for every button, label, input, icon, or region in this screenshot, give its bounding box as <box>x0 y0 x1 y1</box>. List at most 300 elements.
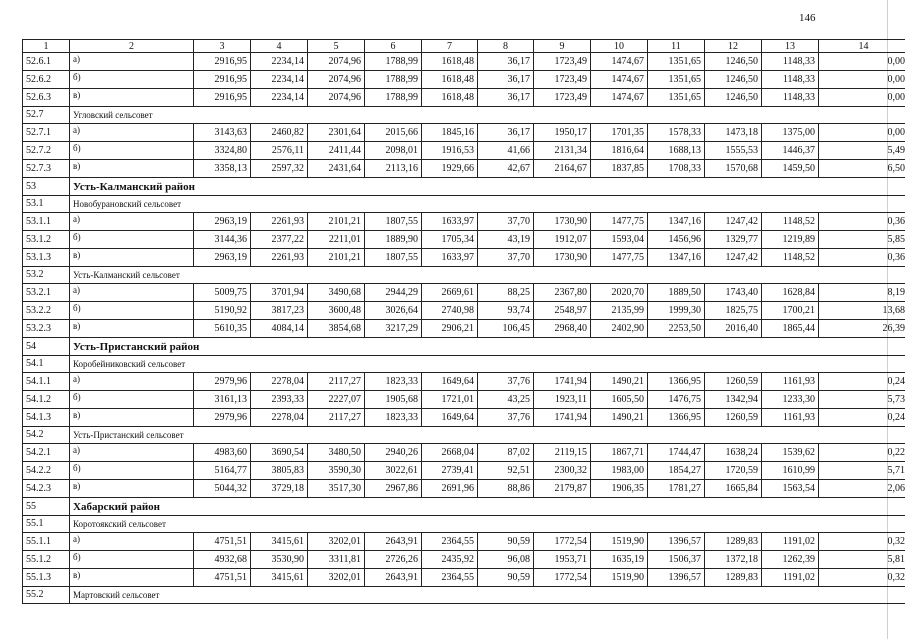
row-subtype: в) <box>70 409 194 427</box>
value-cell: 1490,21 <box>591 373 648 391</box>
value-cell: 1262,39 <box>762 551 819 569</box>
value-cell: 2668,04 <box>422 444 478 462</box>
value-cell: 1506,37 <box>648 551 705 569</box>
row-subtype: в) <box>70 249 194 267</box>
value-cell: 2548,97 <box>534 302 591 320</box>
row-subtype: в) <box>70 480 194 498</box>
value-cell: 1825,75 <box>705 302 762 320</box>
value-cell: 93,74 <box>478 302 534 320</box>
value-cell: 3530,90 <box>251 551 308 569</box>
value-cell: 88,86 <box>478 480 534 498</box>
value-cell: 1889,50 <box>648 284 705 302</box>
row-code: 53.2.1 <box>23 284 70 302</box>
value-cell: 3144,36 <box>194 231 251 249</box>
value-cell: 0,32 <box>819 533 905 551</box>
value-cell: 1845,16 <box>422 124 478 142</box>
value-cell: 2431,64 <box>308 160 365 178</box>
column-number-header: 11 <box>648 40 705 53</box>
value-cell: 2300,32 <box>534 462 591 480</box>
value-cell: 43,25 <box>478 391 534 409</box>
column-number-header: 5 <box>308 40 365 53</box>
value-cell: 1260,59 <box>705 373 762 391</box>
value-cell: 1459,50 <box>762 160 819 178</box>
value-cell: 1705,34 <box>422 231 478 249</box>
table-row <box>23 284 905 302</box>
settlement-name: Усть-Калманский сельсовет <box>70 267 905 284</box>
row-code: 52.7 <box>23 107 70 124</box>
value-cell: 1635,19 <box>591 551 648 569</box>
row-subtype: в) <box>70 320 194 338</box>
value-cell: 2944,29 <box>365 284 422 302</box>
value-cell: 1347,16 <box>648 213 705 231</box>
value-cell: 37,76 <box>478 409 534 427</box>
value-cell: 1905,68 <box>365 391 422 409</box>
row-subtype: а) <box>70 213 194 231</box>
value-cell: 36,17 <box>478 53 534 71</box>
value-cell: 1191,02 <box>762 569 819 587</box>
row-code: 53.1.1 <box>23 213 70 231</box>
value-cell: 1906,35 <box>591 480 648 498</box>
value-cell: 1474,67 <box>591 89 648 107</box>
value-cell: 2643,91 <box>365 533 422 551</box>
value-cell: 26,39 <box>819 320 905 338</box>
settlement-row <box>23 516 905 533</box>
value-cell: 41,66 <box>478 142 534 160</box>
value-cell: 1477,75 <box>591 213 648 231</box>
value-cell: 1148,52 <box>762 249 819 267</box>
value-cell: 1351,65 <box>648 71 705 89</box>
tariff-table <box>22 39 905 604</box>
value-cell: 2643,91 <box>365 569 422 587</box>
value-cell: 1539,62 <box>762 444 819 462</box>
value-cell: 1723,49 <box>534 53 591 71</box>
row-code: 53 <box>23 178 70 196</box>
column-number-header: 2 <box>70 40 194 53</box>
value-cell: 2074,96 <box>308 89 365 107</box>
value-cell: 1490,21 <box>591 409 648 427</box>
row-code: 54.1.2 <box>23 391 70 409</box>
value-cell: 1246,50 <box>705 71 762 89</box>
value-cell: 2117,27 <box>308 373 365 391</box>
row-subtype: б) <box>70 391 194 409</box>
table-row <box>23 89 905 107</box>
value-cell: 13,68 <box>819 302 905 320</box>
row-code: 52.6.3 <box>23 89 70 107</box>
value-cell: 5,71 <box>819 462 905 480</box>
column-number-header: 6 <box>365 40 422 53</box>
value-cell: 3217,29 <box>365 320 422 338</box>
row-code: 55.1.3 <box>23 569 70 587</box>
value-cell: 2963,19 <box>194 249 251 267</box>
value-cell: 2261,93 <box>251 249 308 267</box>
value-cell: 1219,89 <box>762 231 819 249</box>
table-row <box>23 409 905 427</box>
value-cell: 92,51 <box>478 462 534 480</box>
settlement-name: Коротоякский сельсовет <box>70 516 905 533</box>
value-cell: 4932,68 <box>194 551 251 569</box>
value-cell: 90,59 <box>478 533 534 551</box>
row-subtype: б) <box>70 302 194 320</box>
value-cell: 1633,97 <box>422 213 478 231</box>
value-cell: 2402,90 <box>591 320 648 338</box>
value-cell: 1618,48 <box>422 71 478 89</box>
value-cell: 1823,33 <box>365 409 422 427</box>
value-cell: 3143,63 <box>194 124 251 142</box>
value-cell: 2726,26 <box>365 551 422 569</box>
value-cell: 1953,71 <box>534 551 591 569</box>
settlement-name: Мартовский сельсовет <box>70 587 905 604</box>
value-cell: 36,17 <box>478 124 534 142</box>
value-cell: 1593,04 <box>591 231 648 249</box>
column-number-header: 7 <box>422 40 478 53</box>
value-cell: 2234,14 <box>251 71 308 89</box>
value-cell: 2576,11 <box>251 142 308 160</box>
value-cell: 2117,27 <box>308 409 365 427</box>
value-cell: 2367,80 <box>534 284 591 302</box>
value-cell: 1563,54 <box>762 480 819 498</box>
value-cell: 2435,92 <box>422 551 478 569</box>
value-cell: 1730,90 <box>534 213 591 231</box>
value-cell: 1289,83 <box>705 569 762 587</box>
value-cell: 2963,19 <box>194 213 251 231</box>
row-subtype: б) <box>70 231 194 249</box>
value-cell: 2211,01 <box>308 231 365 249</box>
value-cell: 3026,64 <box>365 302 422 320</box>
value-cell: 37,76 <box>478 373 534 391</box>
row-code: 55.1.1 <box>23 533 70 551</box>
value-cell: 2253,50 <box>648 320 705 338</box>
value-cell: 1476,75 <box>648 391 705 409</box>
value-cell: 2301,64 <box>308 124 365 142</box>
value-cell: 2,06 <box>819 480 905 498</box>
value-cell: 1665,84 <box>705 480 762 498</box>
value-cell: 1477,75 <box>591 249 648 267</box>
table-row <box>23 71 905 89</box>
row-code: 53.2 <box>23 267 70 284</box>
row-code: 52.6.2 <box>23 71 70 89</box>
value-cell: 2234,14 <box>251 53 308 71</box>
value-cell: 1807,55 <box>365 213 422 231</box>
value-cell: 1260,59 <box>705 409 762 427</box>
value-cell: 2739,41 <box>422 462 478 480</box>
value-cell: 1342,94 <box>705 391 762 409</box>
value-cell: 1649,64 <box>422 409 478 427</box>
value-cell: 2460,82 <box>251 124 308 142</box>
row-subtype: а) <box>70 53 194 71</box>
table-row <box>23 53 905 71</box>
value-cell: 1788,99 <box>365 89 422 107</box>
value-cell: 1688,13 <box>648 142 705 160</box>
value-cell: 3729,18 <box>251 480 308 498</box>
value-cell: 1720,59 <box>705 462 762 480</box>
row-subtype: б) <box>70 551 194 569</box>
value-cell: 1247,42 <box>705 249 762 267</box>
value-cell: 3805,83 <box>251 462 308 480</box>
value-cell: 1555,53 <box>705 142 762 160</box>
value-cell: 5190,92 <box>194 302 251 320</box>
value-cell: 1289,83 <box>705 533 762 551</box>
value-cell: 1246,50 <box>705 89 762 107</box>
value-cell: 2916,95 <box>194 53 251 71</box>
value-cell: 1999,30 <box>648 302 705 320</box>
table-row <box>23 320 905 338</box>
value-cell: 0,36 <box>819 249 905 267</box>
table-row <box>23 373 905 391</box>
value-cell: 5,73 <box>819 391 905 409</box>
value-cell: 1519,90 <box>591 569 648 587</box>
value-cell: 2164,67 <box>534 160 591 178</box>
value-cell: 1854,27 <box>648 462 705 480</box>
value-cell: 1148,33 <box>762 89 819 107</box>
value-cell: 3701,94 <box>251 284 308 302</box>
value-cell: 1396,57 <box>648 533 705 551</box>
value-cell: 1889,90 <box>365 231 422 249</box>
row-code: 54.2.2 <box>23 462 70 480</box>
value-cell: 2098,01 <box>365 142 422 160</box>
value-cell: 1816,64 <box>591 142 648 160</box>
value-cell: 4751,51 <box>194 533 251 551</box>
row-code: 52.6.1 <box>23 53 70 71</box>
value-cell: 5,81 <box>819 551 905 569</box>
value-cell: 2364,55 <box>422 569 478 587</box>
value-cell: 3415,61 <box>251 533 308 551</box>
value-cell: 1618,48 <box>422 53 478 71</box>
value-cell: 1628,84 <box>762 284 819 302</box>
row-code: 52.7.3 <box>23 160 70 178</box>
value-cell: 2669,61 <box>422 284 478 302</box>
value-cell: 1701,35 <box>591 124 648 142</box>
value-cell: 1741,94 <box>534 409 591 427</box>
value-cell: 3415,61 <box>251 569 308 587</box>
table-row <box>23 480 905 498</box>
value-cell: 0,00 <box>819 124 905 142</box>
value-cell: 3590,30 <box>308 462 365 480</box>
value-cell: 2940,26 <box>365 444 422 462</box>
district-name: Хабарский район <box>70 498 905 516</box>
settlement-row <box>23 196 905 213</box>
value-cell: 2131,34 <box>534 142 591 160</box>
value-cell: 0,24 <box>819 409 905 427</box>
column-number-header: 8 <box>478 40 534 53</box>
value-cell: 1929,66 <box>422 160 478 178</box>
row-subtype: а) <box>70 533 194 551</box>
value-cell: 1730,90 <box>534 249 591 267</box>
row-subtype: а) <box>70 284 194 302</box>
district-name: Усть-Калманский район <box>70 178 905 196</box>
value-cell: 1788,99 <box>365 71 422 89</box>
value-cell: 1772,54 <box>534 533 591 551</box>
value-cell: 1865,44 <box>762 320 819 338</box>
value-cell: 3311,81 <box>308 551 365 569</box>
value-cell: 1649,64 <box>422 373 478 391</box>
row-code: 52.7.1 <box>23 124 70 142</box>
column-number-header: 9 <box>534 40 591 53</box>
value-cell: 2393,33 <box>251 391 308 409</box>
column-number-header: 13 <box>762 40 819 53</box>
value-cell: 36,17 <box>478 89 534 107</box>
value-cell: 3600,48 <box>308 302 365 320</box>
value-cell: 6,50 <box>819 160 905 178</box>
table-body <box>23 53 905 604</box>
table-row <box>23 302 905 320</box>
value-cell: 1823,33 <box>365 373 422 391</box>
value-cell: 1983,00 <box>591 462 648 480</box>
value-cell: 106,45 <box>478 320 534 338</box>
settlement-row <box>23 107 905 124</box>
value-cell: 1247,42 <box>705 213 762 231</box>
value-cell: 2691,96 <box>422 480 478 498</box>
value-cell: 1351,65 <box>648 89 705 107</box>
settlement-row <box>23 267 905 284</box>
value-cell: 1329,77 <box>705 231 762 249</box>
value-cell: 37,70 <box>478 249 534 267</box>
column-number-header: 10 <box>591 40 648 53</box>
value-cell: 1743,40 <box>705 284 762 302</box>
value-cell: 36,17 <box>478 71 534 89</box>
row-code: 53.2.3 <box>23 320 70 338</box>
row-subtype: а) <box>70 373 194 391</box>
row-subtype: б) <box>70 71 194 89</box>
value-cell: 1570,68 <box>705 160 762 178</box>
value-cell: 1723,49 <box>534 71 591 89</box>
row-code: 53.1.3 <box>23 249 70 267</box>
value-cell: 1148,52 <box>762 213 819 231</box>
value-cell: 0,22 <box>819 444 905 462</box>
value-cell: 1519,90 <box>591 533 648 551</box>
column-number-header: 4 <box>251 40 308 53</box>
value-cell: 1474,67 <box>591 71 648 89</box>
district-name: Усть-Пристанский район <box>70 338 905 356</box>
value-cell: 1233,30 <box>762 391 819 409</box>
value-cell: 2016,40 <box>705 320 762 338</box>
table-row <box>23 551 905 569</box>
value-cell: 8,19 <box>819 284 905 302</box>
row-code: 55.1.2 <box>23 551 70 569</box>
value-cell: 3690,54 <box>251 444 308 462</box>
value-cell: 2119,15 <box>534 444 591 462</box>
value-cell: 0,00 <box>819 89 905 107</box>
value-cell: 2916,95 <box>194 89 251 107</box>
value-cell: 3358,13 <box>194 160 251 178</box>
district-row <box>23 498 905 516</box>
value-cell: 2101,21 <box>308 249 365 267</box>
value-cell: 2979,96 <box>194 409 251 427</box>
value-cell: 2113,16 <box>365 160 422 178</box>
row-subtype: в) <box>70 160 194 178</box>
column-number-row <box>23 40 905 53</box>
settlement-row <box>23 587 905 604</box>
table-row <box>23 391 905 409</box>
value-cell: 0,00 <box>819 53 905 71</box>
settlement-row <box>23 356 905 373</box>
value-cell: 2916,95 <box>194 71 251 89</box>
value-cell: 1633,97 <box>422 249 478 267</box>
value-cell: 2074,96 <box>308 53 365 71</box>
value-cell: 43,19 <box>478 231 534 249</box>
value-cell: 5,85 <box>819 231 905 249</box>
settlement-name: Усть-Пристанский сельсовет <box>70 427 905 444</box>
value-cell: 2179,87 <box>534 480 591 498</box>
column-number-header: 1 <box>23 40 70 53</box>
value-cell: 96,08 <box>478 551 534 569</box>
value-cell: 1161,93 <box>762 373 819 391</box>
value-cell: 5009,75 <box>194 284 251 302</box>
value-cell: 1867,71 <box>591 444 648 462</box>
table-row <box>23 142 905 160</box>
value-cell: 2015,66 <box>365 124 422 142</box>
value-cell: 1246,50 <box>705 53 762 71</box>
value-cell: 0,00 <box>819 71 905 89</box>
value-cell: 3480,50 <box>308 444 365 462</box>
value-cell: 2968,40 <box>534 320 591 338</box>
value-cell: 0,36 <box>819 213 905 231</box>
value-cell: 87,02 <box>478 444 534 462</box>
value-cell: 1912,07 <box>534 231 591 249</box>
value-cell: 3517,30 <box>308 480 365 498</box>
value-cell: 5610,35 <box>194 320 251 338</box>
page-number: 146 <box>799 12 816 24</box>
row-subtype: а) <box>70 444 194 462</box>
value-cell: 1366,95 <box>648 373 705 391</box>
value-cell: 1916,53 <box>422 142 478 160</box>
value-cell: 1474,67 <box>591 53 648 71</box>
value-cell: 3022,61 <box>365 462 422 480</box>
value-cell: 3490,68 <box>308 284 365 302</box>
row-code: 54 <box>23 338 70 356</box>
row-subtype: а) <box>70 124 194 142</box>
value-cell: 5164,77 <box>194 462 251 480</box>
value-cell: 2234,14 <box>251 89 308 107</box>
row-code: 54.2 <box>23 427 70 444</box>
value-cell: 1396,57 <box>648 569 705 587</box>
value-cell: 1473,18 <box>705 124 762 142</box>
row-code: 54.1.1 <box>23 373 70 391</box>
value-cell: 1610,99 <box>762 462 819 480</box>
value-cell: 4084,14 <box>251 320 308 338</box>
value-cell: 1700,21 <box>762 302 819 320</box>
district-row <box>23 338 905 356</box>
value-cell: 1366,95 <box>648 409 705 427</box>
column-number-header: 14 <box>819 40 905 53</box>
value-cell: 3324,80 <box>194 142 251 160</box>
value-cell: 1372,18 <box>705 551 762 569</box>
value-cell: 2364,55 <box>422 533 478 551</box>
value-cell: 90,59 <box>478 569 534 587</box>
value-cell: 1375,00 <box>762 124 819 142</box>
value-cell: 2967,86 <box>365 480 422 498</box>
value-cell: 3161,13 <box>194 391 251 409</box>
settlement-name: Угловский сельсовет <box>70 107 905 124</box>
row-code: 54.2.3 <box>23 480 70 498</box>
value-cell: 2278,04 <box>251 409 308 427</box>
value-cell: 0,32 <box>819 569 905 587</box>
value-cell: 1744,47 <box>648 444 705 462</box>
row-code: 55.1 <box>23 516 70 533</box>
row-code: 53.1 <box>23 196 70 213</box>
table-row <box>23 569 905 587</box>
value-cell: 4751,51 <box>194 569 251 587</box>
row-subtype: б) <box>70 142 194 160</box>
value-cell: 2597,32 <box>251 160 308 178</box>
value-cell: 5044,32 <box>194 480 251 498</box>
value-cell: 88,25 <box>478 284 534 302</box>
value-cell: 3817,23 <box>251 302 308 320</box>
value-cell: 1605,50 <box>591 391 648 409</box>
value-cell: 2377,22 <box>251 231 308 249</box>
table-row <box>23 124 905 142</box>
value-cell: 5,49 <box>819 142 905 160</box>
table-row <box>23 160 905 178</box>
